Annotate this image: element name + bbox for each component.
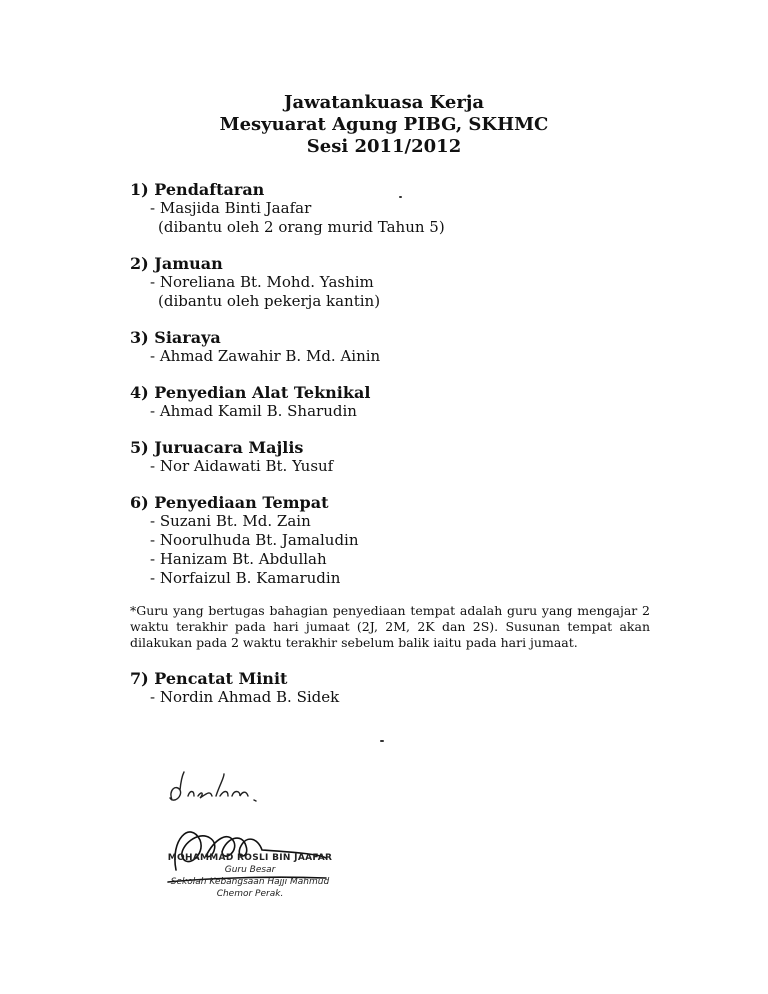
section-siaraya	[130, 328, 690, 366]
member-name: - Noreliana Bt. Mohd. Yashim	[150, 273, 374, 291]
official-stamp	[150, 852, 350, 900]
scan-speck	[399, 196, 402, 198]
stamp-title: Guru Besar	[224, 865, 276, 875]
section-pendaftaran	[130, 180, 690, 237]
section-heading: 5) Juruacara Majlis	[130, 438, 304, 457]
section-alat-teknikal	[130, 383, 690, 421]
section-heading: 4) Penyedian Alat Teknikal	[130, 383, 371, 402]
member-name: - Masjida Binti Jaafar	[150, 199, 312, 217]
section-jamuan	[130, 254, 690, 311]
section-pencatat-minit	[130, 669, 690, 707]
member-name: - Nordin Ahmad B. Sidek	[150, 688, 340, 706]
section-heading: 1) Pendaftaran	[130, 180, 265, 199]
title-line-1: Jawatankuasa Kerja	[283, 92, 485, 113]
committee-list	[130, 180, 690, 724]
member-name: - Norfaizul B. Kamarudin	[150, 569, 341, 587]
section-note: (dibantu oleh pekerja kantin)	[158, 292, 381, 310]
member-name: - Ahmad Kamil B. Sharudin	[150, 402, 357, 420]
member-name: - Hanizam Bt. Abdullah	[150, 550, 327, 568]
member-name: - Suzani Bt. Md. Zain	[150, 512, 311, 530]
document-title	[0, 92, 768, 158]
section-heading: 6) Penyediaan Tempat	[130, 493, 329, 512]
section-penyediaan-tempat	[130, 493, 690, 588]
title-line-2: Mesyuarat Agung PIBG, SKHMC	[219, 114, 549, 135]
member-name: - Ahmad Zawahir B. Md. Ainin	[150, 347, 381, 365]
section-heading: 3) Siaraya	[130, 328, 221, 347]
section-heading: 2) Jamuan	[130, 254, 223, 273]
section-note: (dibantu oleh 2 orang murid Tahun 5)	[158, 218, 445, 236]
stamp-name: MOHAMMAD ROSLI BIN JAAFAR	[167, 853, 333, 863]
section-heading: 7) Pencatat Minit	[130, 669, 288, 688]
title-line-3: Sesi 2011/2012	[306, 136, 462, 157]
stamp-location: Chemor Perak.	[216, 889, 284, 899]
stamp-school: Sekolah Kebangsaan Hajji Mahmud	[170, 877, 330, 887]
footnote: *Guru yang bertugas bahagian penyediaan tempat adalah guru yang mengajar 2 waktu terakhir pada hari jumaat (2J, 2M, 2K dan 2S). Susunan tempat akan dilakukan pada 2 waktu terakhir sebelum balik iaitu pada hari jumaat.	[130, 603, 650, 650]
section-juruacara	[130, 438, 690, 476]
scan-speck	[380, 740, 384, 742]
member-name: - Nor Aidawati Bt. Yusuf	[150, 457, 334, 475]
handwritten-disahkan	[170, 772, 256, 801]
member-name: - Noorulhuda Bt. Jamaludin	[150, 531, 359, 549]
